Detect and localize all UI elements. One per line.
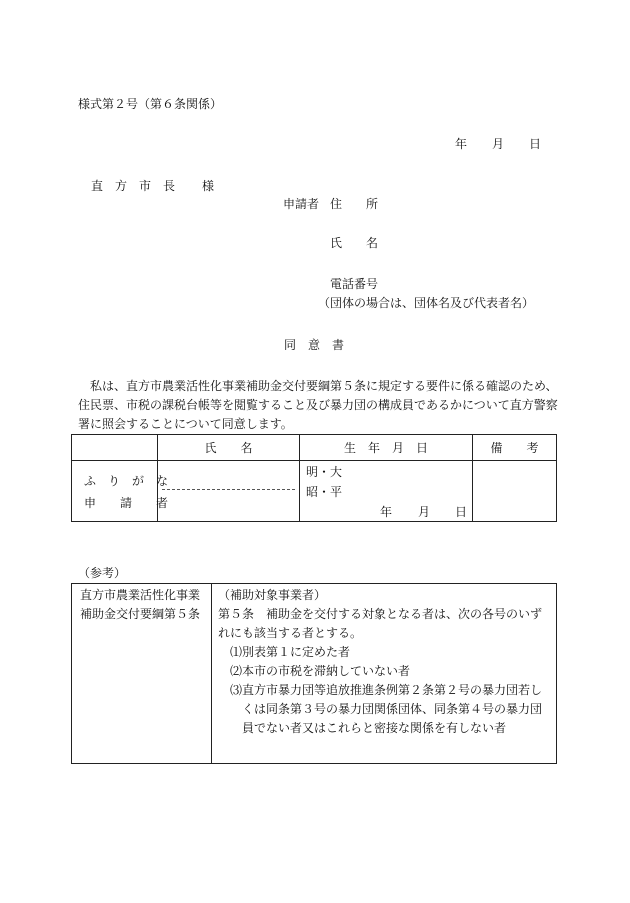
reference-source-line-1: 直方市農業活性化事業 <box>80 588 201 602</box>
furigana-divider <box>162 489 295 490</box>
reference-source-cell <box>72 584 212 764</box>
reference-heading: （補助対象事業者） <box>218 588 327 602</box>
birth-date-entry-cell[interactable] <box>300 461 473 522</box>
consent-table <box>71 434 557 522</box>
birth-month-label: 月 <box>418 505 431 519</box>
addressee-name: 直 方 市 長 <box>91 179 176 193</box>
reference-label: （参考） <box>78 566 127 580</box>
date-month-label: 月 <box>492 137 505 151</box>
header-birth-date: 生 年 月 日 <box>300 435 473 461</box>
item-3-line-3: 員でない者又はこれらと密接な関係を有しない者 <box>242 721 507 735</box>
era-meiji-taisho: 明・大 <box>306 465 343 479</box>
reference-source-line-2: 補助金交付要綱第５条 <box>80 607 201 621</box>
applicant-name-label: 氏 名 <box>330 236 379 250</box>
table-corner <box>72 435 158 461</box>
reference-table <box>71 583 557 764</box>
item-3-line-2: くは同条第３号の暴力団関係団体、同条第４号の暴力団 <box>242 702 543 716</box>
name-entry-cell[interactable] <box>158 461 300 522</box>
date-day-label: 日 <box>529 137 542 151</box>
applicant-address-label: 住 所 <box>330 197 379 211</box>
remarks-entry-cell[interactable] <box>473 461 557 522</box>
row-label-cell <box>72 461 169 522</box>
row-label-applicant: 申 請 者 <box>84 496 169 510</box>
consent-title: 同 意 書 <box>284 338 345 352</box>
article-line-1: 第５条 補助金を交付する対象となる者は、次の各号のいず <box>218 607 543 621</box>
consent-body: 私は、直方市農業活性化事業補助金交付要綱第５条に規定する要件に係る確認のため、住民票、市税の課税台帳等を閲覧すること及び暴力団の構成員であるかについて直方警察署に照会することについて同意します。 <box>78 379 558 431</box>
row-label-furigana: ふ り が な <box>84 474 169 488</box>
date-year-label: 年 <box>455 137 468 151</box>
form-number: 様式第２号（第６条関係） <box>78 97 223 111</box>
applicant-group-note: （団体の場合は、団体名及び代表者名） <box>318 296 535 310</box>
addressee-honorific: 様 <box>202 179 215 193</box>
header-name: 氏 名 <box>158 435 300 461</box>
era-showa-heisei: 昭・平 <box>306 485 343 499</box>
birth-year-label: 年 <box>380 505 393 519</box>
article-line-2: れにも該当する者とする。 <box>218 626 363 640</box>
item-2: ⑵本市の市税を滞納していない者 <box>230 664 411 678</box>
item-1: ⑴別表第１に定めた者 <box>230 645 351 659</box>
birth-day-label: 日 <box>455 505 468 519</box>
applicant-label: 申請者 <box>283 197 320 211</box>
reference-text-cell <box>212 584 557 764</box>
item-3-line-1: ⑶直方市暴力団等追放推進条例第２条第２号の暴力団若し <box>230 683 543 697</box>
applicant-phone-label: 電話番号 <box>330 277 379 291</box>
header-remarks: 備 考 <box>473 435 557 461</box>
